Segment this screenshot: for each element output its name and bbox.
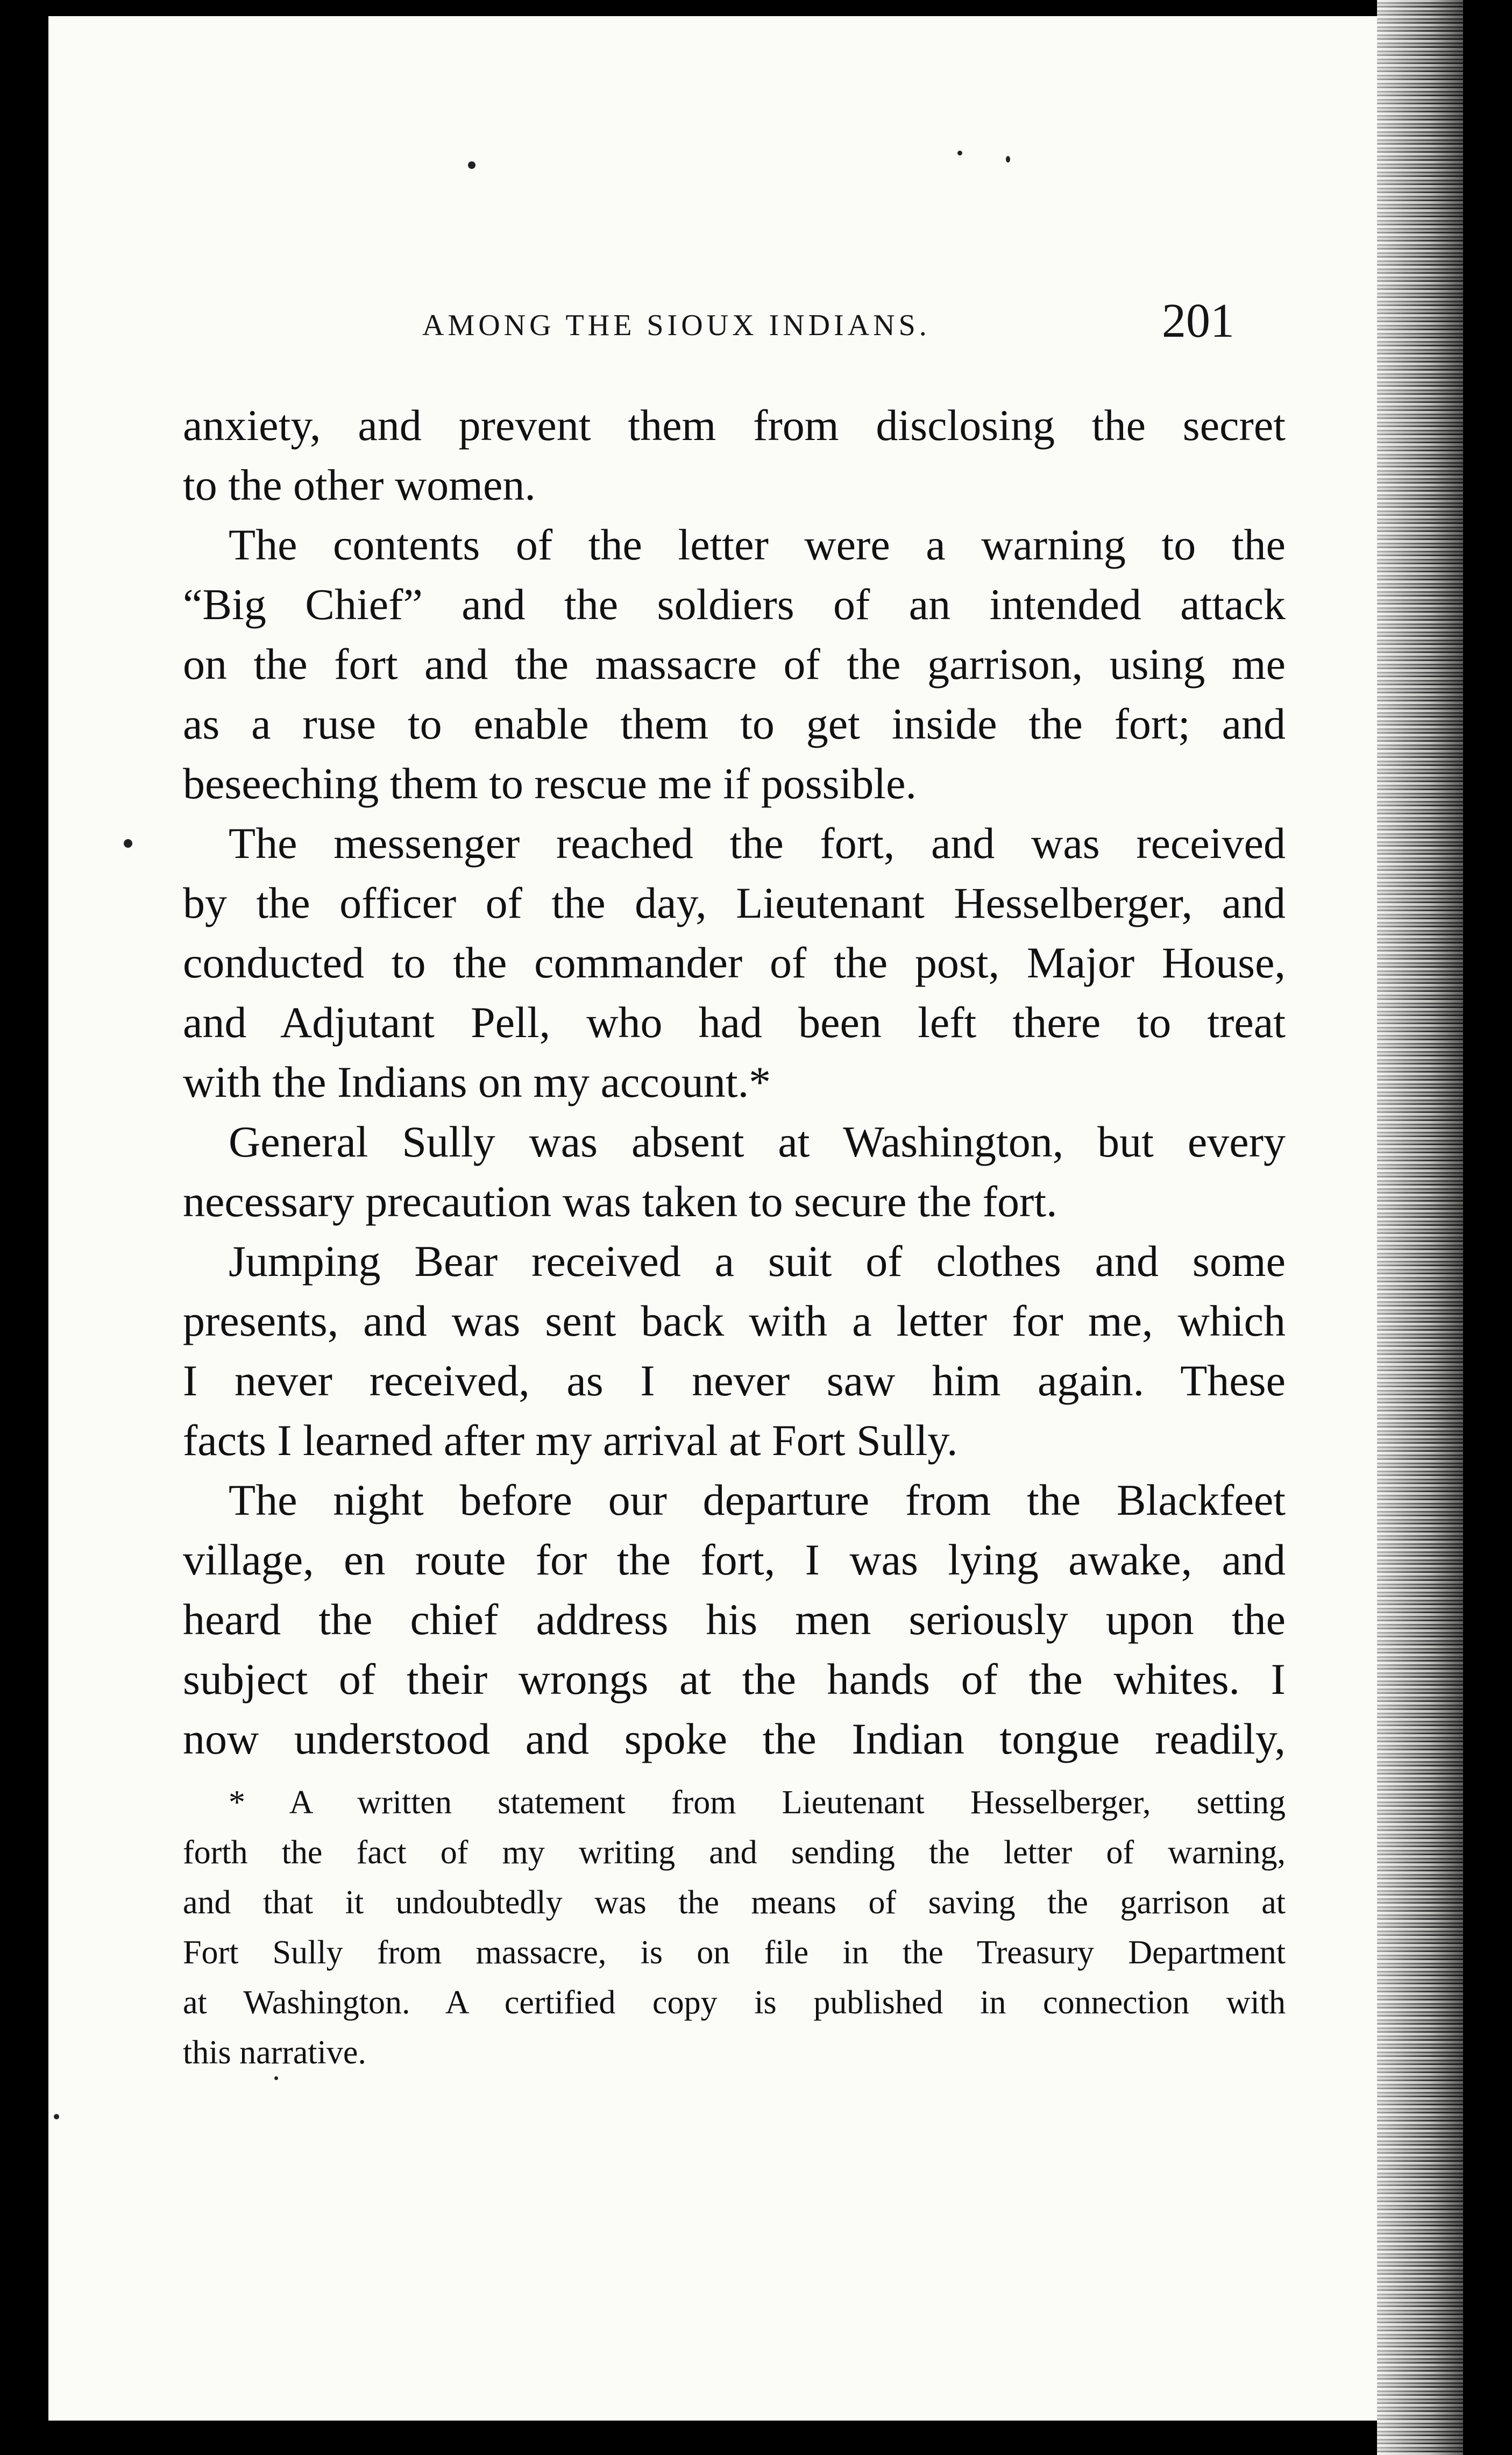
scan-right-edge	[1377, 0, 1463, 2455]
running-title: AMONG THE SIOUX INDIANS.	[422, 309, 931, 342]
text-line: now understood and spoke the Indian tongue readily,	[183, 1714, 1286, 1763]
footnote	[183, 1778, 1286, 2078]
footnote-line: Fort Sully from massacre, is on file in the Treasury Department	[183, 1934, 1286, 1971]
text-line: as a ruse to enable them to get inside the fort; and	[183, 699, 1286, 748]
text-line: by the officer of the day, Lieutenant Hesselberger, and	[183, 878, 1286, 927]
text-line: facts I learned after my arrival at Fort Sully.	[183, 1416, 958, 1465]
footnote-line: and that it undoubtedly was the means of saving the garrison at	[183, 1884, 1286, 1921]
footnote-line: this narrative.	[183, 2034, 366, 2071]
text-line: heard the chief address his men seriously upon the	[183, 1595, 1286, 1644]
text-line: necessary precaution was taken to secure the fort.	[183, 1177, 1057, 1226]
text-line: conducted to the commander of the post, Major House,	[183, 938, 1286, 987]
text-line: General Sully was absent at Washington, but every	[229, 1117, 1286, 1166]
text-line: The night before our departure from the Blackfeet	[229, 1475, 1286, 1524]
scan-right-border	[1463, 0, 1512, 2455]
text-line: and Adjutant Pell, who had been left there to treat	[183, 998, 1286, 1047]
text-line: village, en route for the fort, I was lying awake, and	[183, 1535, 1286, 1584]
page-header	[48, 293, 1377, 352]
text-line: with the Indians on my account.*	[183, 1058, 771, 1106]
text-line: presents, and was sent back with a letter for me, which	[183, 1296, 1286, 1345]
text-line: to the other women.	[183, 460, 536, 509]
text-line: beseeching them to rescue me if possible.	[183, 759, 917, 808]
page-number: 201	[1162, 294, 1234, 347]
scan-left-border	[0, 0, 48, 2455]
text-line: The messenger reached the fort, and was received	[229, 819, 1286, 868]
text-line: I never received, as I never saw him again. These	[183, 1356, 1286, 1405]
text-line: “Big Chief” and the soldiers of an intended attack	[183, 580, 1286, 629]
footnote-line: * A written statement from Lieutenant Hesselberger, setting	[229, 1784, 1286, 1821]
text-line: Jumping Bear received a suit of clothes and some	[229, 1237, 1286, 1286]
text-line: anxiety, and prevent them from disclosing the secret	[183, 401, 1286, 450]
footnote-line: at Washington. A certified copy is published in connection with	[183, 1984, 1286, 2021]
footnote-line: forth the fact of my writing and sending the letter of warning,	[183, 1834, 1286, 1871]
text-line: The contents of the letter were a warning to the	[229, 520, 1286, 569]
text-line: on the fort and the massacre of the garrison, using me	[183, 640, 1286, 689]
body-text	[183, 395, 1286, 1769]
text-line: subject of their wrongs at the hands of the whites. I	[183, 1655, 1286, 1704]
book-page	[48, 16, 1377, 2421]
